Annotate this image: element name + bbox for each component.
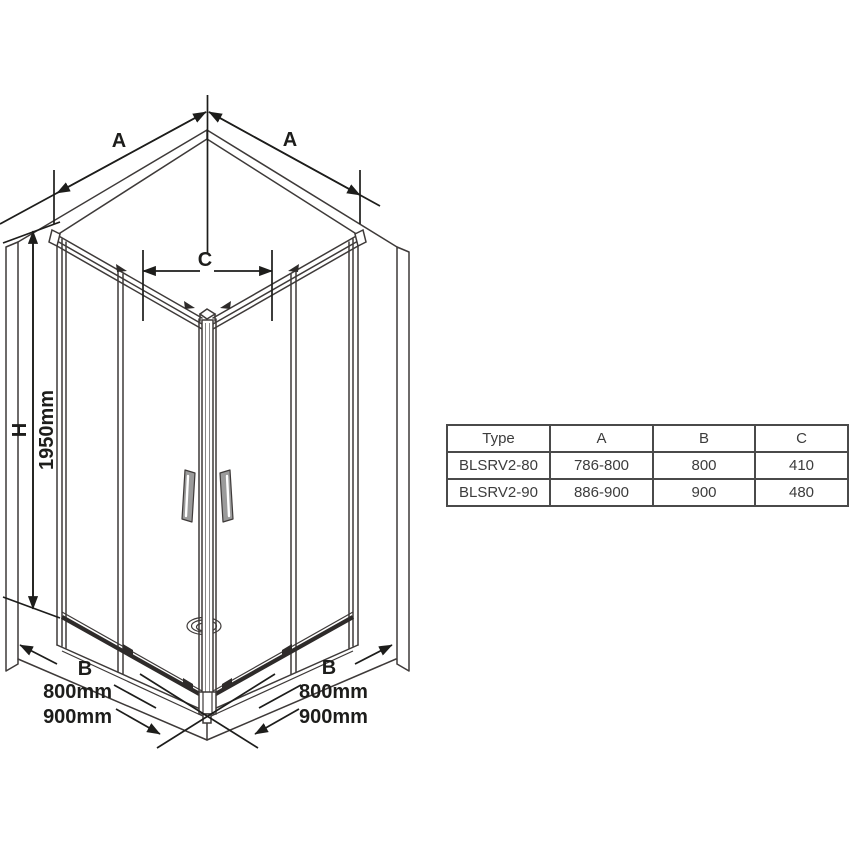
rail-end-cap-right (355, 230, 366, 246)
cell-c-blsrv2-90: 480 (755, 479, 848, 506)
label-h: H (9, 422, 31, 438)
cell-a-blsrv2-80: 786-800 (550, 452, 653, 479)
dimension-b-left (20, 645, 57, 664)
table-row (447, 479, 848, 506)
dimension-b-right (355, 645, 392, 664)
right-door-handle (220, 470, 233, 522)
left-glass-panel (49, 230, 203, 696)
label-b-left: B (77, 658, 93, 680)
cell-type-blsrv2-80: BLSRV2-80 (447, 452, 550, 479)
label-width-900-left: 900mm (43, 706, 112, 728)
label-a-left: A (111, 130, 127, 152)
dimension-a-left (0, 112, 206, 224)
spec-table (446, 424, 849, 507)
cell-type-blsrv2-90: BLSRV2-90 (447, 479, 550, 506)
label-b-right: B (321, 657, 337, 679)
cell-b-blsrv2-90: 900 (653, 479, 755, 506)
top-rail-left (49, 230, 202, 329)
spec-table-header-row (447, 425, 848, 452)
label-width-900-right: 900mm (299, 706, 368, 728)
col-header-a: A (550, 425, 653, 452)
label-c: C (197, 249, 213, 271)
table-row (447, 452, 848, 479)
corner-post (199, 309, 216, 723)
left-door-handle (182, 470, 195, 522)
label-width-800-left: 800mm (43, 681, 112, 703)
cell-a-blsrv2-90: 886-900 (550, 479, 653, 506)
col-header-b: B (653, 425, 755, 452)
col-header-c: C (755, 425, 848, 452)
cell-b-blsrv2-80: 800 (653, 452, 755, 479)
label-a-right: A (282, 129, 298, 151)
right-wall (207, 130, 409, 671)
top-rail-right (213, 230, 366, 329)
right-glass-panel (212, 230, 366, 696)
post-base (199, 692, 216, 714)
rail-end-cap-left (49, 230, 60, 246)
label-width-800-right: 800mm (299, 681, 368, 703)
cell-c-blsrv2-80: 410 (755, 452, 848, 479)
col-header-type: Type (447, 425, 550, 452)
label-height-1950mm: 1950mm (36, 389, 58, 471)
spec-table-container (446, 424, 849, 507)
